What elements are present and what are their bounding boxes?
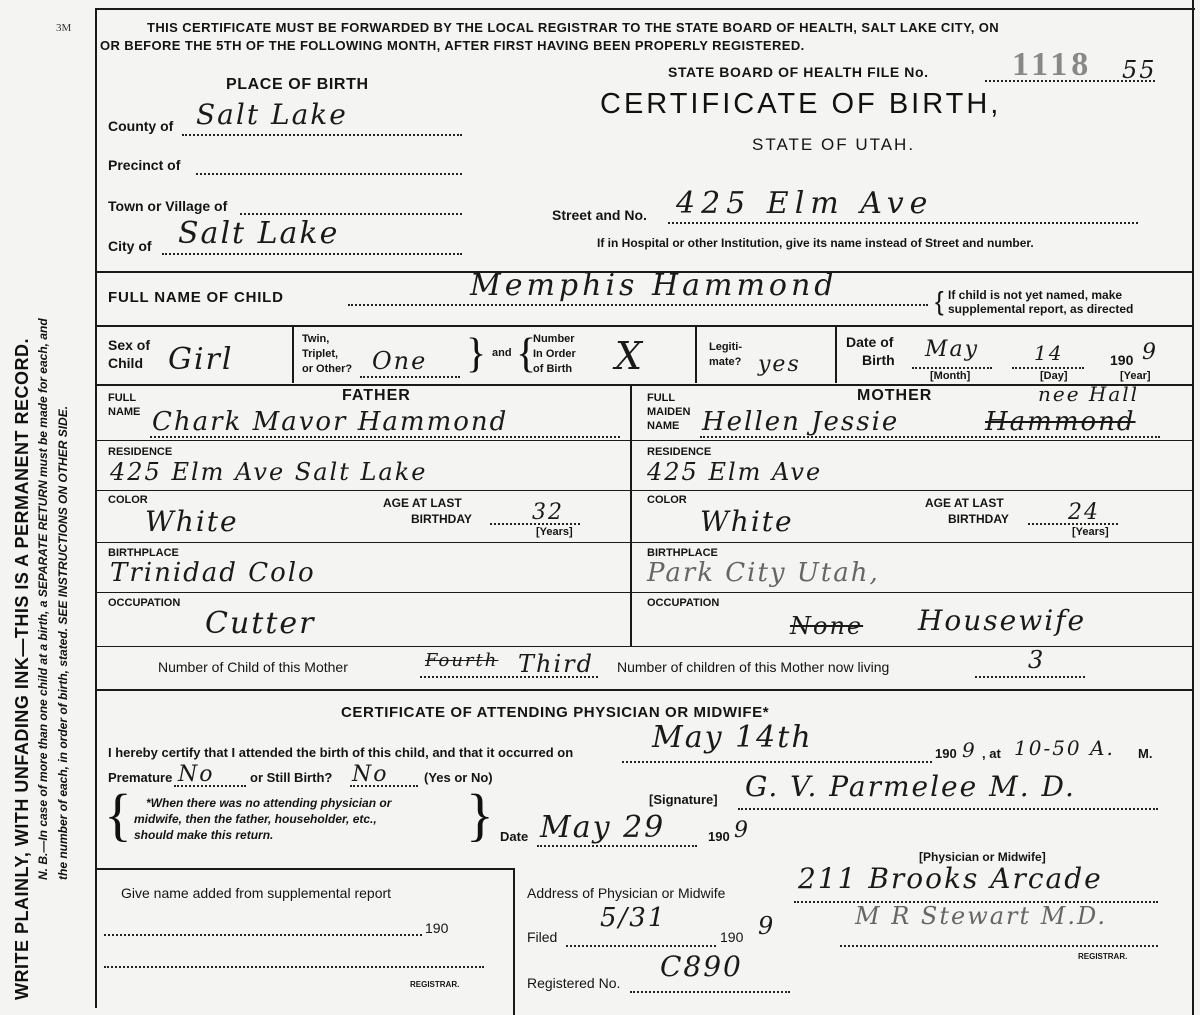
file-no-label: STATE BOARD OF HEALTH FILE No. bbox=[668, 64, 929, 80]
signature-label: [Signature] bbox=[649, 792, 718, 807]
father-name-value: Chark Mavor Hammond bbox=[152, 407, 509, 437]
child-name-value: Memphis Hammond bbox=[470, 268, 838, 303]
registrar-signature: M R Stewart M.D. bbox=[855, 902, 1108, 930]
mother-residence-label: RESIDENCE bbox=[647, 446, 712, 458]
street-value: 425 Elm Ave bbox=[676, 186, 934, 221]
left-border bbox=[95, 8, 97, 1008]
address-label: Address of Physician or Midwife bbox=[527, 885, 726, 901]
birth-day: 14 bbox=[1034, 341, 1064, 365]
mother-occupation-struck: None bbox=[790, 612, 864, 640]
twin-value: One bbox=[372, 347, 428, 375]
and-label: and bbox=[492, 347, 512, 359]
hospital-note: If in Hospital or other Institution, give its name instead of Street and number. bbox=[597, 236, 1034, 250]
father-heading: FATHER bbox=[342, 387, 411, 404]
birth-month: May bbox=[925, 337, 980, 362]
premature-value: No bbox=[178, 762, 215, 787]
file-no-suffix: 55 bbox=[1122, 56, 1157, 84]
corner-mark: 3M bbox=[56, 22, 72, 34]
supplemental-heading: Give name added from supplemental report bbox=[121, 885, 392, 901]
occurred-year: 9 bbox=[962, 738, 977, 762]
certificate-subtitle: STATE OF UTAH. bbox=[752, 135, 916, 154]
address-value: 211 Brooks Arcade bbox=[798, 862, 1103, 895]
mother-name-value: Hellen Jessie bbox=[702, 407, 900, 437]
physician-note-line1: *When there was no attending physician or bbox=[146, 796, 392, 810]
mother-birthplace-value: Park City Utah, bbox=[647, 558, 880, 588]
place-heading: PLACE OF BIRTH bbox=[226, 76, 369, 93]
county-label: County of bbox=[108, 118, 174, 134]
father-age-value: 32 bbox=[532, 500, 564, 525]
birth-certificate: 3M WRITE PLAINLY, WITH UNFADING INK—THIS IS A PERMANENT RECORD. N. B.—In case of more than one child at a birth, a SEPARATE RETURN must be made for each, and the number of each, in order of birth, stated. SEE INSTRUCTIONS ON OTHER SIDE. THIS CERTIFICATE MUST BE FORWARDED BY THE LOCAL REGISTRAR TO THE STATE BOARD OF HEALTH, SALT LAKE CITY, ON OR BEFORE THE 5TH OF THE FOLLOWING MONTH, AFTER FIRST HAVING BEEN PROPERLY REGISTERED. STATE BOARD OF HEALTH FILE No. 1118 55 CERTIFICATE OF BIRTH, STATE OF UTAH. PLACE OF BIRTH County of Salt Lake Precinct of Town or Village of City of Salt Lake Street and No. 425 Elm Ave If in Hospital or other Institution, give its name instead of Street and number. FULL NAME OF CHILD Memphis Hammond { If child is not yet named, make supplemental report, as directed Sex of Child Girl Twin, Triplet, or Other? One } and { Number In Order of Birth X Legiti- mate? yes Date of Birth May 14 190 9 [Month] [Day] [Year] FATHER FULL NAME Chark Mavor Hammond RESIDENCE 425 Elm Ave Salt Lake COLOR White AGE AT LAST BIRTHDAY 32 [Years] BIRTHPLACE Trinidad Colo OCCUPATION Cutter MOTHER nee Hall FULL MAIDEN NAME Hellen Jessie Hammond RESIDENCE 425 Elm Ave COLOR White AGE AT LAST BIRTHDAY 24 [Years] BIRTHPLACE Park City Utah, OCCUPATION None Housewife Number of Child of this Mother Fourth Third Number of children of this Mother now living 3 CERTIFICATE OF ATTENDING PHYSICIAN OR MIDWIFE* I hereby certify that I attended the birth of this child, and that it occurred on May 14th 190 9 , at 10-50 A. M. Premature No or Still Birth? No (Yes or No) { *When there was no attending physician or midwife, then the father, householder, etc., should make this return. } [Signature] G. V. Parmelee M. D. Date May 29 190 9 [Physician or Midwife] Give name added from supplemental report 190 REGISTRAR. Address of Physician or Midwife 211 Brooks Arcade Filed 5/31 190 9 M R Stewart M.D. REGISTRAR. Registered No. C890 bbox=[0, 0, 1200, 1015]
father-occupation-label: OCCUPATION bbox=[108, 597, 181, 609]
father-residence-value: 425 Elm Ave Salt Lake bbox=[110, 458, 428, 486]
file-no-value: 1118 bbox=[1012, 46, 1093, 83]
filing-registrar-label: REGISTRAR. bbox=[1078, 952, 1128, 961]
mother-residence-value: 425 Elm Ave bbox=[647, 458, 823, 486]
street-label: Street and No. bbox=[552, 207, 647, 223]
father-birthplace-value: Trinidad Colo bbox=[110, 558, 316, 588]
father-color-value: White bbox=[145, 505, 239, 538]
stillbirth-label: or Still Birth? bbox=[250, 770, 333, 785]
father-birthplace-label: BIRTHPLACE bbox=[108, 547, 179, 559]
return-date-value: May 29 bbox=[540, 810, 666, 845]
supplemental-registrar: REGISTRAR. bbox=[410, 980, 460, 989]
not-named-note1: If child is not yet named, make bbox=[948, 288, 1123, 302]
sex-label: Sex of bbox=[108, 337, 151, 353]
mother-age-label: AGE AT LAST bbox=[925, 496, 1004, 510]
mother-birthplace-label: BIRTHPLACE bbox=[647, 547, 718, 559]
mother-name-label: FULL bbox=[647, 392, 676, 404]
not-named-brace: { bbox=[935, 286, 944, 316]
child-number-struck: Fourth bbox=[425, 650, 499, 671]
registered-value: C890 bbox=[660, 950, 743, 983]
margin-instruction: WRITE PLAINLY, WITH UNFADING INK—THIS IS A PERMANENT RECORD. bbox=[12, 337, 32, 1000]
father-occupation-value: Cutter bbox=[205, 606, 316, 641]
order-label: Number bbox=[533, 333, 575, 345]
top-border bbox=[95, 8, 1195, 10]
order-value: X bbox=[615, 334, 645, 378]
precinct-label: Precinct of bbox=[108, 157, 181, 173]
child-name-label: FULL NAME OF CHILD bbox=[108, 289, 284, 306]
occurred-date: May 14th bbox=[652, 720, 813, 755]
filed-year: 9 bbox=[758, 912, 776, 940]
return-date-year: 9 bbox=[734, 818, 750, 843]
right-border bbox=[1192, 0, 1194, 1015]
filed-value: 5/31 bbox=[600, 903, 667, 933]
mother-occupation-label: OCCUPATION bbox=[647, 597, 720, 609]
birth-date-label: Date of bbox=[846, 334, 894, 350]
twin-label: Twin, bbox=[302, 333, 330, 345]
mother-color-label: COLOR bbox=[647, 494, 687, 506]
father-name-label: FULL bbox=[108, 392, 137, 404]
city-label: City of bbox=[108, 238, 152, 254]
father-color-label: COLOR bbox=[108, 494, 148, 506]
certify-text: I hereby certify that I attended the birth of this child, and that it occurred on bbox=[108, 745, 574, 760]
premature-label: Premature bbox=[108, 770, 173, 785]
children-living-value: 3 bbox=[1028, 646, 1046, 674]
filed-label: Filed bbox=[527, 929, 558, 945]
mother-name-struck: Hammond bbox=[985, 407, 1136, 437]
physician-signature: G. V. Parmelee M. D. bbox=[745, 770, 1076, 803]
children-living-label: Number of children of this Mother now living bbox=[617, 659, 890, 675]
legit-label: Legiti- bbox=[709, 341, 742, 353]
notice-line1: THIS CERTIFICATE MUST BE FORWARDED BY THE LOCAL REGISTRAR TO THE STATE BOARD OF HEALTH, SALT LAKE CITY, ON bbox=[147, 20, 1000, 35]
town-label: Town or Village of bbox=[108, 198, 228, 214]
child-number-label: Number of Child of this Mother bbox=[158, 659, 348, 675]
mother-color-value: White bbox=[700, 505, 794, 538]
city-value: Salt Lake bbox=[178, 216, 340, 251]
supplemental-year: 190 bbox=[425, 920, 449, 936]
margin-note-line2: the number of each, in order of birth, stated. SEE INSTRUCTIONS ON OTHER SIDE. bbox=[56, 405, 70, 880]
occurred-time: 10-50 A. bbox=[1014, 736, 1115, 760]
registered-label: Registered No. bbox=[527, 975, 621, 991]
not-named-note2: supplemental report, as directed bbox=[948, 302, 1134, 316]
child-number-value: Third bbox=[518, 650, 594, 678]
father-residence-label: RESIDENCE bbox=[108, 446, 173, 458]
return-date-label: Date bbox=[500, 829, 529, 844]
notice-line2: OR BEFORE THE 5TH OF THE FOLLOWING MONTH, AFTER FIRST HAVING BEEN PROPERLY REGISTERED. bbox=[100, 38, 805, 53]
certificate-title: CERTIFICATE OF BIRTH, bbox=[600, 88, 1002, 120]
sex-value: Girl bbox=[168, 342, 234, 377]
physician-heading: CERTIFICATE OF ATTENDING PHYSICIAN OR MIDWIFE* bbox=[341, 704, 770, 721]
parent-column-divider bbox=[630, 386, 632, 646]
margin-note-line1: N. B.—In case of more than one child at a birth, a SEPARATE RETURN must be made for each, and bbox=[36, 318, 50, 880]
mother-occupation-value: Housewife bbox=[918, 604, 1087, 637]
father-age-label: AGE AT LAST bbox=[383, 496, 462, 510]
mother-maiden-note: nee Hall bbox=[1038, 382, 1140, 406]
legit-value: yes bbox=[758, 352, 801, 377]
county-value: Salt Lake bbox=[196, 98, 348, 131]
stillbirth-value: No bbox=[352, 762, 389, 787]
role-caption: [Physician or Midwife] bbox=[919, 850, 1046, 864]
mother-heading: MOTHER bbox=[857, 387, 933, 404]
mother-age-value: 24 bbox=[1068, 500, 1100, 525]
birth-year: 9 bbox=[1142, 340, 1158, 365]
